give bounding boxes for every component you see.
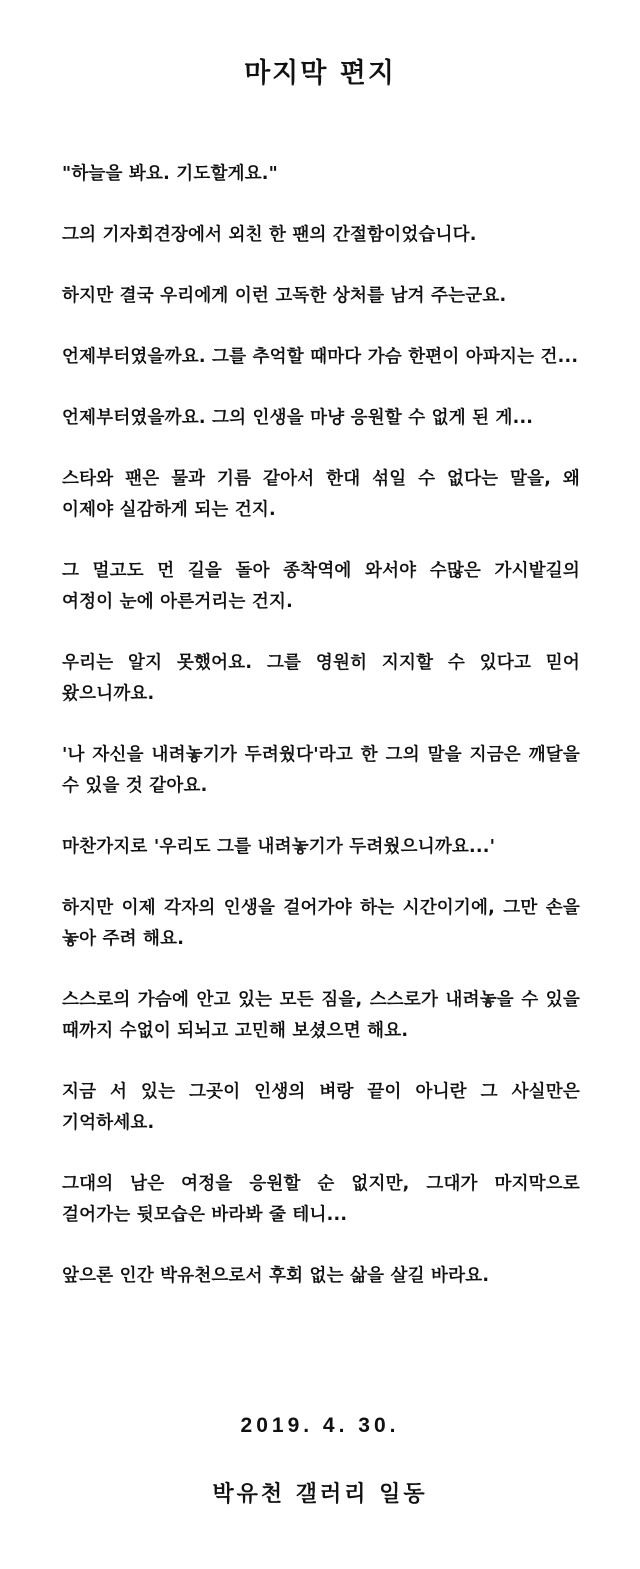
letter-paragraph: 마찬가지로 '우리도 그를 내려놓기가 두려웠으니까요...' (62, 837, 496, 857)
letter-paragraph: 스타와 팬은 물과 기름 같아서 한대 섞일 수 없다는 말을, 왜 이제야 실감하게 되는 건지. (62, 469, 580, 520)
letter-paragraph: 하지만 결국 우리에게 이런 고독한 상처를 남겨 주는군요. (62, 286, 507, 306)
letter-date: 2019. 4. 30. (240, 1414, 400, 1437)
letter-paragraph: 앞으론 인간 박유천으로서 후회 없는 삶을 살길 바라요. (62, 1266, 490, 1286)
letter-paragraph: "하늘을 봐요. 기도할게요." (62, 164, 278, 184)
letter-paragraph: 그 멀고도 먼 길을 돌아 종착역에 와서야 수많은 가시밭길의 여정이 눈에 아른거리는 건지. (62, 561, 580, 612)
letter-title: 마지막 편지 (244, 58, 396, 89)
letter-paragraph: 언제부터였을까요. 그를 추억할 때마다 가슴 한편이 아파지는 건... (62, 347, 579, 367)
letter-paragraph: 우리는 알지 못했어요. 그를 영원히 지지할 수 있다고 믿어 왔으니까요. (62, 653, 580, 704)
letter-paragraph: 하지만 이제 각자의 인생을 걸어가야 하는 시간이기에, 그만 손을 놓아 주려 해요. (62, 898, 580, 949)
letter-paragraph: 스스로의 가슴에 안고 있는 모든 짐을, 스스로가 내려놓을 수 있을 때까지 수없이 되뇌고 고민해 보셨으면 해요. (62, 990, 580, 1041)
letter-paragraph: 그의 기자회견장에서 외친 한 팬의 간절함이었습니다. (62, 225, 477, 245)
letter-paragraph: 그대의 남은 여정을 응원할 순 없지만, 그대가 마지막으로 걸어가는 뒷모습은 바라봐 줄 테니... (62, 1174, 580, 1225)
letter-paragraph: '나 자신을 내려놓기가 두려웠다'라고 한 그의 말을 지금은 깨달을 수 있을 것 같아요. (62, 745, 580, 796)
letter-signature: 박유천 갤러리 일동 (212, 1482, 428, 1507)
letter-body (62, 159, 580, 1322)
letter-paragraph: 지금 서 있는 그곳이 인생의 벼랑 끝이 아니란 그 사실만은 기억하세요. (62, 1082, 580, 1133)
letter-paragraph: 언제부터였을까요. 그의 인생을 마냥 응원할 수 없게 된 게... (62, 408, 534, 428)
